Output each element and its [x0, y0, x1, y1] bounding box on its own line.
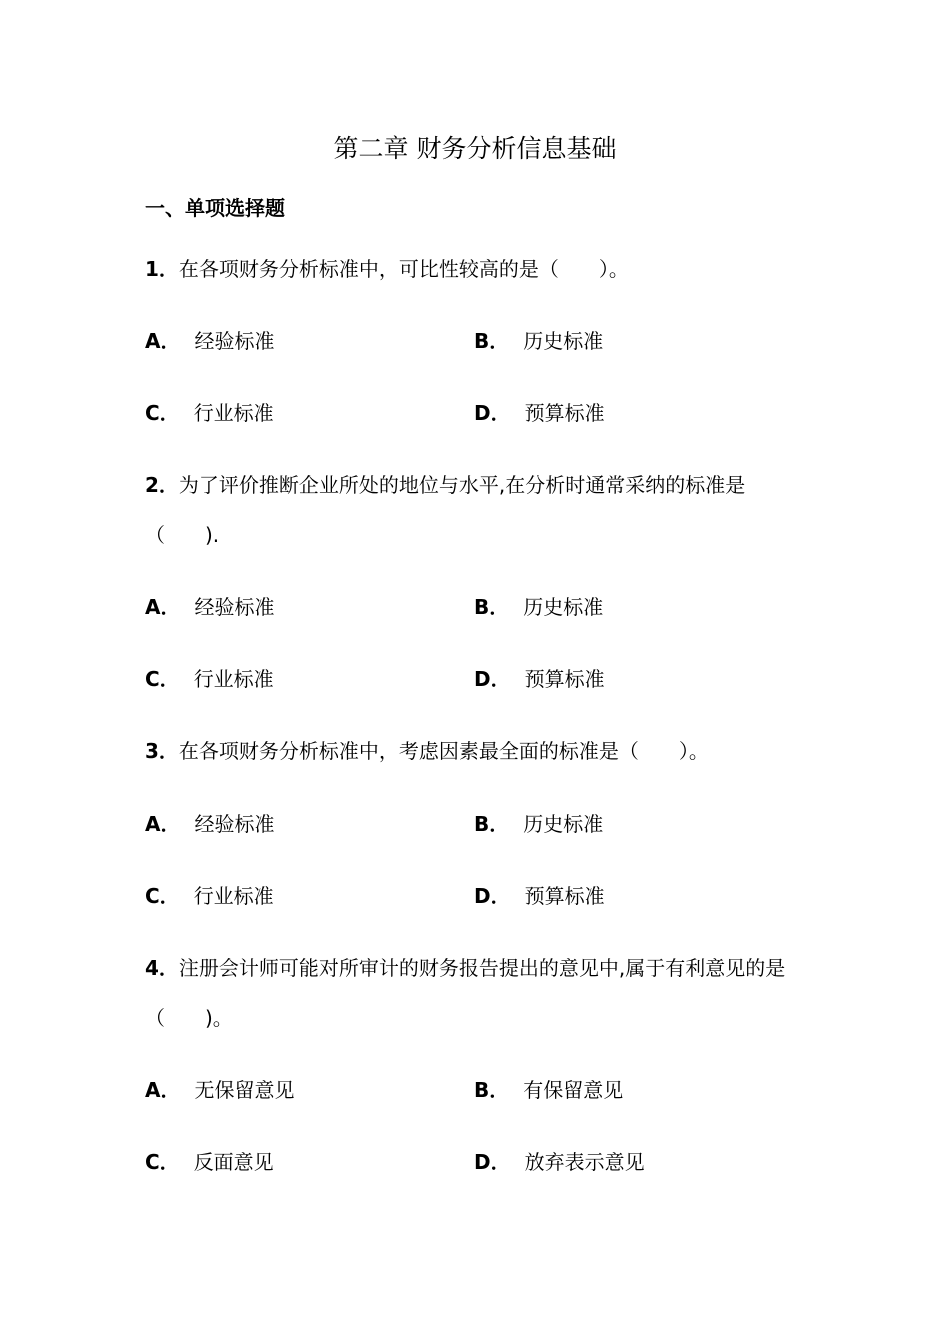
option-letter: C． [145, 884, 180, 908]
option-text: 行业标准 [193, 667, 274, 691]
option-text: 经验标准 [194, 329, 275, 353]
option-text: 放弃表示意见 [524, 1150, 645, 1174]
option-text: 历史标准 [523, 595, 604, 619]
option-letter: D． [474, 884, 511, 908]
option-letter: B． [474, 812, 510, 836]
option-a [145, 326, 274, 356]
question-number: 1． [145, 257, 179, 281]
option-letter: D． [474, 667, 511, 691]
option-b [474, 592, 603, 622]
option-text: 预算标准 [524, 884, 605, 908]
option-text: 历史标准 [523, 812, 604, 836]
option-letter: A． [145, 1078, 181, 1102]
option-letter: A． [145, 812, 181, 836]
option-d [474, 664, 605, 694]
question-text: 在各项财务分析标准中，考虑因素最全面的标准是（ ）。 [178, 739, 709, 763]
option-a [145, 1075, 294, 1105]
option-letter: C． [145, 667, 180, 691]
option-text: 经验标准 [194, 595, 275, 619]
question-2 [145, 460, 805, 560]
option-c [145, 1147, 274, 1177]
option-c [145, 881, 274, 911]
question-number: 2． [145, 473, 179, 497]
option-text: 经验标准 [194, 812, 275, 836]
section-heading: 一、单项选择题 [145, 196, 285, 220]
option-a [145, 809, 274, 839]
option-text: 无保留意见 [194, 1078, 295, 1102]
option-text: 反面意见 [193, 1150, 274, 1174]
option-letter: B． [474, 1078, 510, 1102]
option-letter: C． [145, 1150, 180, 1174]
option-b [474, 1075, 623, 1105]
option-text: 有保留意见 [523, 1078, 624, 1102]
option-c [145, 398, 274, 428]
option-letter: B． [474, 329, 510, 353]
page-title: 第二章 财务分析信息基础 [333, 134, 617, 163]
option-text: 预算标准 [524, 401, 605, 425]
option-text: 行业标准 [193, 884, 274, 908]
option-letter: D． [474, 401, 511, 425]
option-letter: D． [474, 1150, 511, 1174]
option-text: 预算标准 [524, 667, 605, 691]
question-text: 在各项财务分析标准中，可比性较高的是（ ）。 [178, 257, 629, 281]
option-d [474, 881, 605, 911]
question-text: 为了评价推断企业所处的地位与水平,在分析时通常采纳的标准是（ ). [145, 473, 746, 547]
option-letter: A． [145, 329, 181, 353]
option-b [474, 809, 603, 839]
question-1 [145, 244, 805, 294]
question-3 [145, 726, 805, 776]
option-b [474, 326, 603, 356]
option-letter: A． [145, 595, 181, 619]
option-text: 历史标准 [523, 329, 604, 353]
option-a [145, 592, 274, 622]
option-d [474, 1147, 645, 1177]
option-d [474, 398, 605, 428]
option-c [145, 664, 274, 694]
option-letter: B． [474, 595, 510, 619]
question-4 [145, 943, 805, 1043]
question-number: 4． [145, 956, 179, 980]
question-text: 注册会计师可能对所审计的财务报告提出的意见中,属于有利意见的是（ )。 [145, 956, 786, 1030]
option-text: 行业标准 [193, 401, 274, 425]
question-number: 3． [145, 739, 179, 763]
option-letter: C． [145, 401, 180, 425]
